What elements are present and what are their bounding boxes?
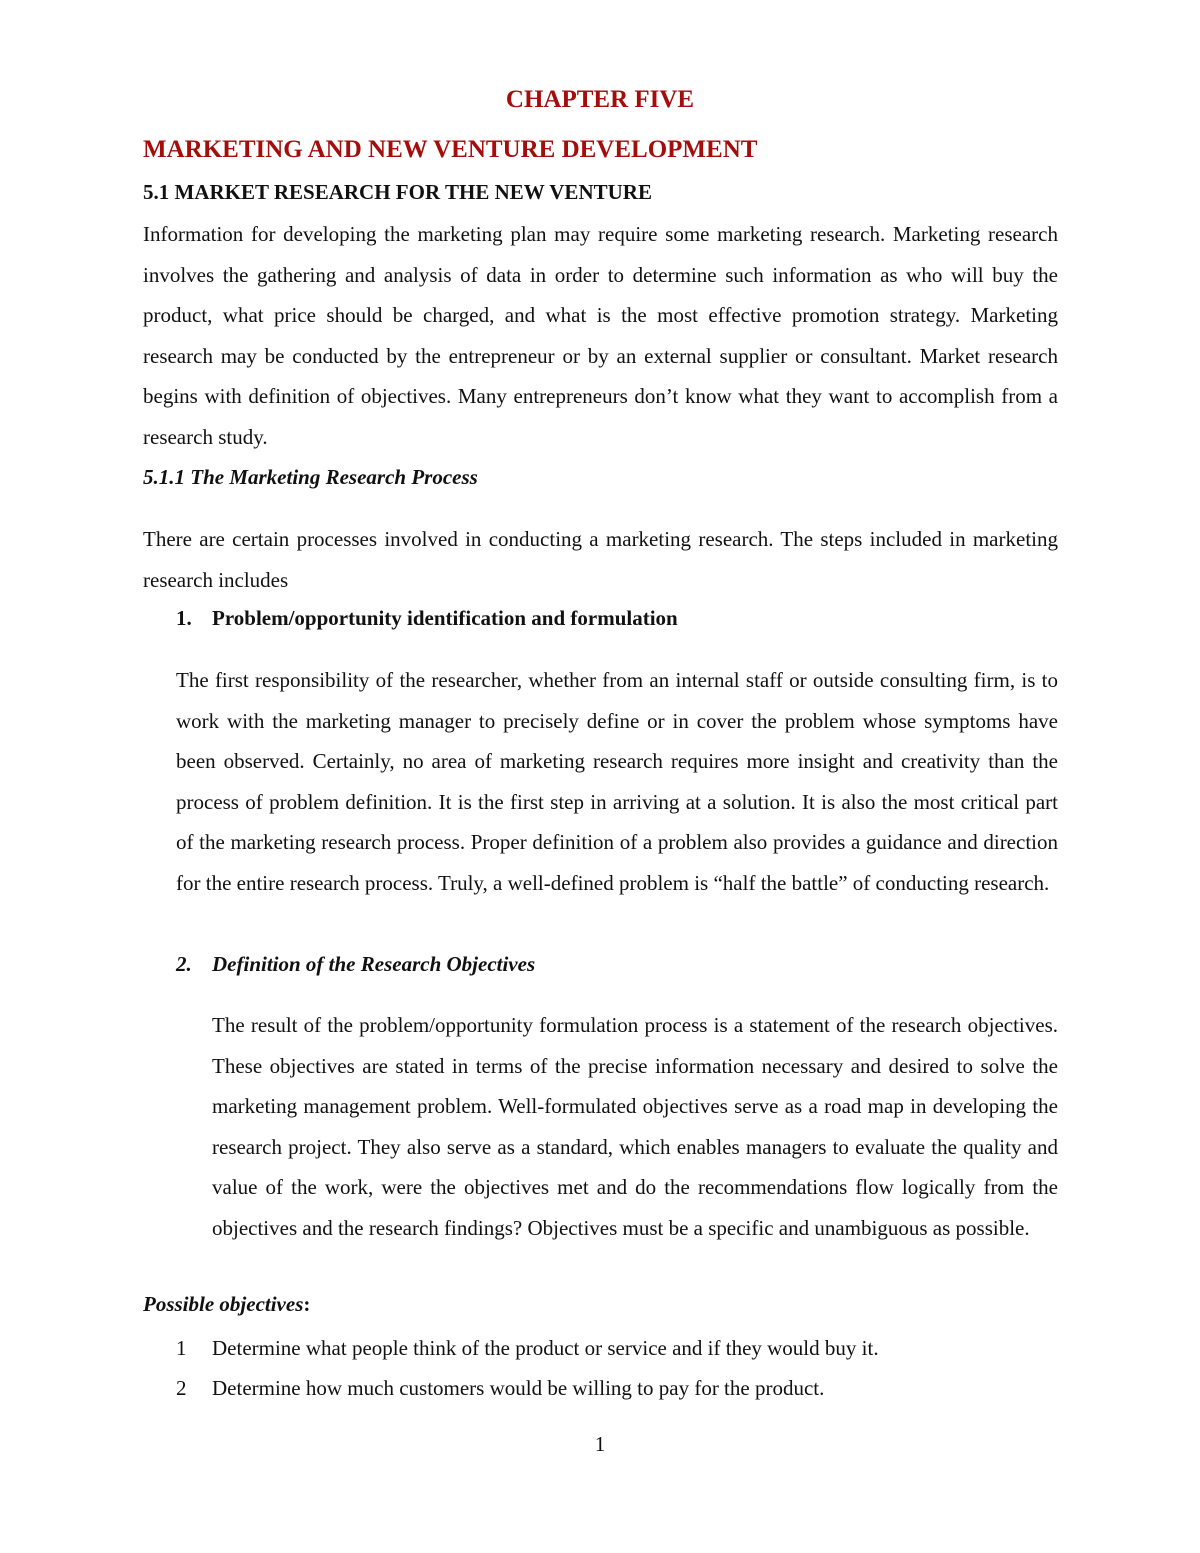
section-intro-paragraph: Information for developing the marketing plan may require some marketing research. Marketing research involves the gathering and analysis of data in order to determine such information as who will buy the product, what price should be charged, and what is the most effective promotion strategy. Marketing research may be conducted by the entrepreneur or by an external supplier or consultant. Market research begins with definition of objectives. Many entrepreneurs don’t know what they want to accomplish from a research study. [143, 222, 1058, 449]
possible-objectives-title: Possible objectives [143, 1292, 304, 1316]
step-body-2: The result of the problem/opportunity formulation process is a statement of the research objectives. These objectives are stated in terms of the precise information necessary and desired to solve the marketing management problem. Well-formulated objectives serve as a road map in developing the research project. They also serve as a standard, which enables managers to evaluate the quality and value of the work, were the objectives met and do the recommendations flow logically from the objectives and the research findings? Objectives must be a specific and unambiguous as possible. [212, 1013, 1058, 1240]
objective-text: Determine how much customers would be willing to pay for the product. [212, 1376, 825, 1400]
possible-objectives-heading [143, 1292, 310, 1317]
objective-text: Determine what people think of the product or service and if they would buy it. [212, 1336, 879, 1360]
step-heading-2 [176, 952, 535, 977]
step-title-2: Definition of the Research Objectives [212, 952, 536, 976]
chapter-subtitle: MARKETING AND NEW VENTURE DEVELOPMENT [143, 136, 758, 163]
step-body-1: The first responsibility of the researcher, whether from an internal staff or outside consulting firm, is to work with the marketing manager to precisely define or in cover the problem whose symptoms have been observed. Certainly, no area of marketing research requires more insight and creativity than the process of problem definition. It is the first step in arriving at a solution. It is also the most critical part of the marketing research process. Proper definition of a problem also provides a guidance and direction for the entire research process. Truly, a well-defined problem is “half the battle” of conducting research. [176, 668, 1058, 895]
section-heading: 5.1 MARKET RESEARCH FOR THE NEW VENTURE [143, 180, 652, 204]
objective-number: 1 [176, 1336, 187, 1360]
page-number: 1 [594, 1432, 606, 1456]
step-number-1: 1. [176, 606, 192, 630]
possible-objectives-colon: : [303, 1292, 311, 1316]
step-title-1: Problem/opportunity identification and formulation [212, 606, 678, 630]
chapter-title: CHAPTER FIVE [505, 86, 695, 113]
objective-number: 2 [176, 1376, 187, 1400]
step-heading-1 [176, 606, 678, 631]
subsection-intro-paragraph: There are certain processes involved in conducting a marketing research. The steps included in marketing research includes [143, 527, 1058, 592]
list-item [176, 1376, 824, 1401]
list-item [176, 1336, 879, 1361]
step-number-2: 2. [176, 952, 192, 976]
subsection-heading: 5.1.1 The Marketing Research Process [143, 465, 478, 489]
